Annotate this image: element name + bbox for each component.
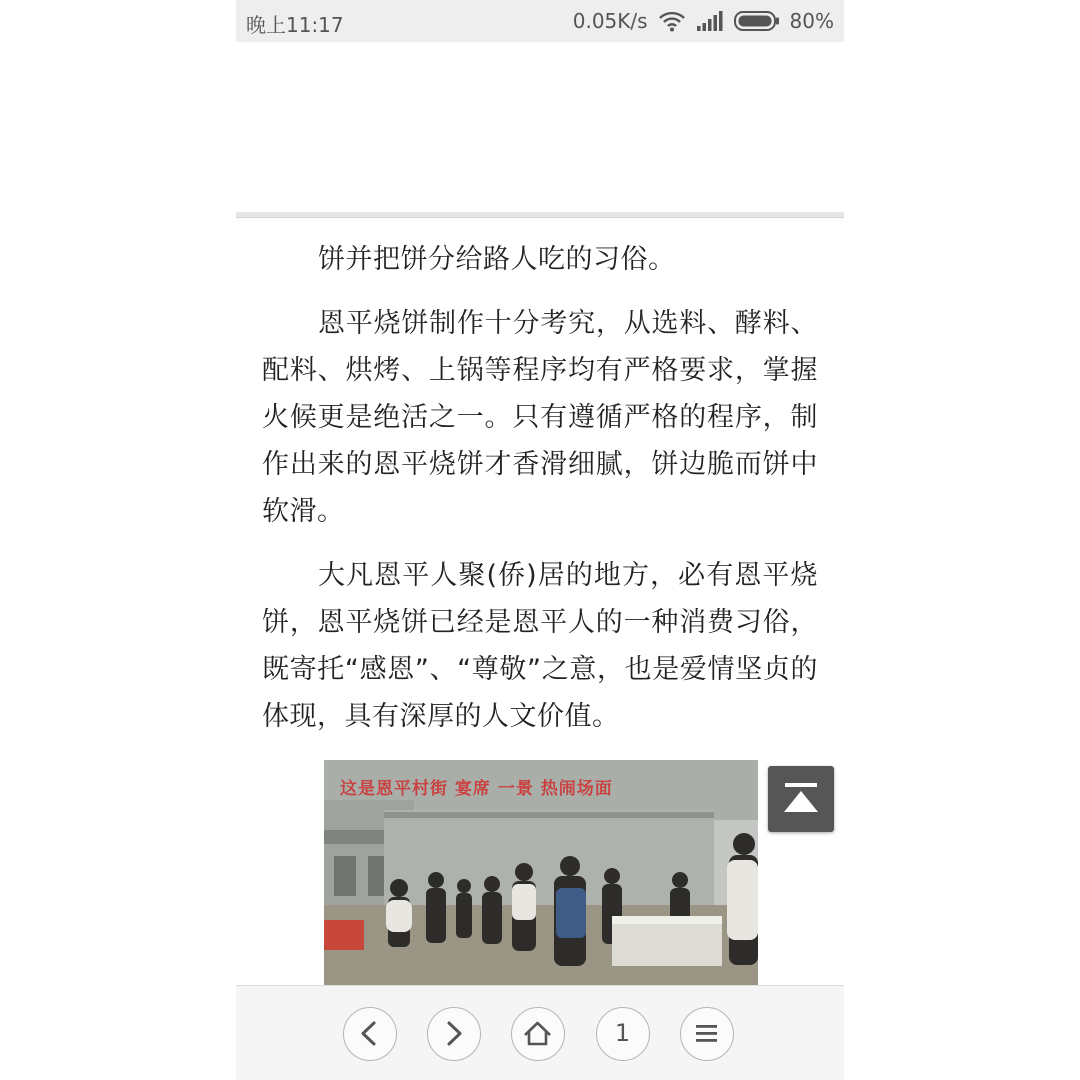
browser-bottom-bar (236, 985, 844, 1080)
page-header-blank (236, 42, 844, 212)
menu-button[interactable] (680, 1007, 734, 1061)
header-divider (236, 212, 844, 218)
wifi-icon (658, 10, 686, 32)
home-button[interactable] (511, 1007, 565, 1061)
back-icon (344, 1008, 395, 1059)
article-photo[interactable] (324, 760, 758, 986)
back-to-top-button[interactable] (768, 766, 834, 832)
status-bar (236, 0, 844, 42)
forward-button[interactable] (427, 1007, 481, 1061)
menu-icon (681, 1008, 732, 1059)
battery-percent: 80% (789, 9, 834, 33)
tabs-count: 1 (614, 1019, 631, 1047)
browser-screen (236, 0, 844, 1080)
arrow-up-to-line-icon (768, 766, 834, 832)
network-speed: 0.05K/s (572, 9, 648, 33)
article-paragraph: 大凡恩平人聚(侨)居的地方，必有恩平烧饼，恩平烧饼已经是恩平人的一种消费习俗，既寄托“感恩”、“尊敬”之意，也是爱情坚贞的体现，具有深厚的人文价值。 (262, 560, 818, 732)
forward-icon (428, 1008, 479, 1059)
article-body (262, 236, 818, 757)
signal-icon (696, 11, 724, 31)
home-icon (512, 1008, 563, 1059)
status-indicators (573, 8, 834, 34)
back-button[interactable] (343, 1007, 397, 1061)
status-time: 晚上11:17 (246, 13, 344, 37)
article-paragraph: 饼并把饼分给路人吃的习俗。 (318, 244, 676, 275)
battery-icon (734, 11, 780, 31)
photo-caption: 这是恩平村街 宴席 一景 热闹场面 (340, 779, 613, 799)
article-paragraph: 恩平烧饼制作十分考究，从选料、酵料、配料、烘烤、上锅等程序均有严格要求，掌握火候更是绝活之一。只有遵循严格的程序，制作出来的恩平烧饼才香滑细腻，饼边脆而饼中软滑。 (262, 308, 818, 527)
tabs-button[interactable] (596, 1007, 650, 1061)
